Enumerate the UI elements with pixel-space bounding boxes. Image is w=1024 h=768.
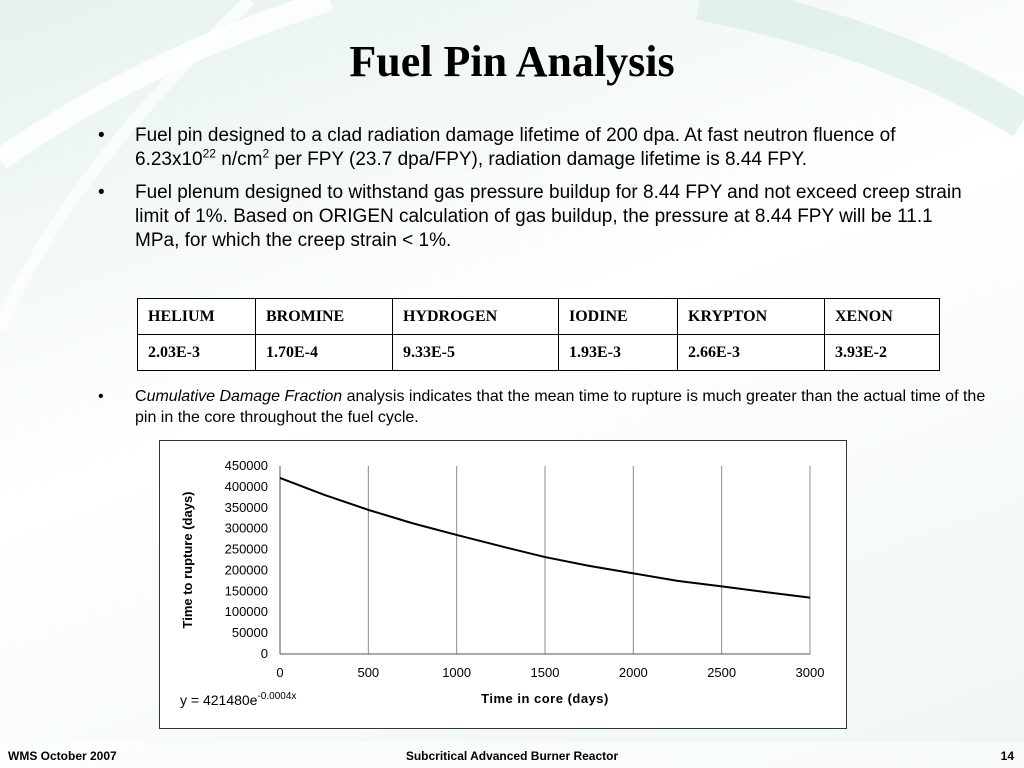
x-tick-label: 3000: [795, 665, 825, 680]
bullet-radiation-damage: [95, 124, 965, 172]
y-tick-label: 350000: [224, 499, 268, 515]
x-tick-label: 2000: [618, 665, 648, 680]
bullet-text: analysis indicates that the mean time to rupture is much greater than the actual time of the pin in the core throughout the fuel cycle.: [135, 388, 986, 426]
exponent: 22: [202, 146, 216, 161]
x-tick-label: 0: [276, 665, 284, 680]
table-header-cell: KRYPTON: [678, 299, 825, 335]
table-cell: 9.33E-5: [393, 335, 559, 371]
footer-center: Subcritical Advanced Burner Reactor: [405, 749, 619, 763]
gas-buildup-table: [137, 298, 940, 371]
bullet-text: Fuel plenum designed to withstand gas pressure buildup for 8.44 FPY and not exceed creep strain limit of 1%. Based on ORIGEN calculation of gas buildup, the pressure at 8.44 FPY will be 11.1 MPa, for which the creep strain < 1%.: [135, 182, 962, 251]
table-cell: 3.93E-2: [825, 335, 940, 371]
chart-canvas: [160, 441, 846, 728]
y-axis-title: Time to rupture (days): [180, 491, 195, 629]
bullet-text: per FPY (23.7 dpa/FPY), radiation damage lifetime is 8.44 FPY.: [269, 149, 808, 170]
bullet-text: n/cm: [215, 149, 263, 170]
table-header-cell: HELIUM: [138, 299, 256, 335]
table-header-cell: IODINE: [559, 299, 678, 335]
table-header-cell: XENON: [825, 299, 940, 335]
x-tick-label: 2500: [707, 665, 737, 680]
trendline-equation: [180, 691, 296, 708]
x-tick-label: 1000: [442, 665, 472, 680]
exponent: 2: [262, 146, 270, 161]
y-tick-label: 400000: [224, 478, 268, 494]
y-tick-label: 100000: [224, 604, 268, 620]
bullet-list: [95, 124, 965, 262]
footer-left: WMS October 2007: [8, 749, 117, 763]
bullet-text: Fuel pin designed to a clad radiation damage lifetime of 200 dpa. At fast neutron fluence of 6.23x10: [135, 125, 896, 170]
rupture-time-chart: [159, 440, 847, 729]
table-cell: 1.93E-3: [559, 335, 678, 371]
y-tick-label: 450000: [224, 458, 268, 473]
slide-title: Fuel Pin Analysis: [349, 37, 675, 86]
footer-page-number: 14: [1000, 749, 1014, 763]
x-axis-title: Time in core (days): [481, 691, 609, 706]
table-cell: 2.66E-3: [678, 335, 825, 371]
bullet-text: C: [135, 388, 147, 405]
bullet-fuel-plenum: [95, 181, 965, 253]
table-row: [138, 335, 940, 371]
y-tick-label: 0: [260, 646, 268, 661]
table-header-cell: BROMINE: [256, 299, 393, 335]
y-tick-label: 200000: [224, 562, 268, 578]
table-cell: 1.70E-4: [256, 335, 393, 371]
x-tick-label: 1500: [530, 665, 560, 680]
equation-base: y = 421480e: [180, 692, 258, 708]
bullet-italic-text: umulative Damage Fraction: [146, 388, 343, 405]
bullet-marker: •: [98, 125, 105, 146]
table-header-row: [138, 299, 940, 335]
bullet-marker: •: [98, 182, 105, 203]
x-tick-label: 500: [357, 665, 380, 680]
y-tick-label: 150000: [224, 583, 268, 599]
y-tick-label: 300000: [224, 520, 268, 536]
equation-exponent: -0.0004x: [257, 691, 297, 702]
table-cell: 2.03E-3: [138, 335, 256, 371]
y-tick-label: 250000: [224, 541, 268, 557]
bullet-marker: •: [98, 388, 104, 405]
table-header-cell: HYDROGEN: [393, 299, 559, 335]
y-tick-label: 50000: [231, 625, 268, 641]
bullet-cumulative-damage: [95, 386, 1005, 428]
